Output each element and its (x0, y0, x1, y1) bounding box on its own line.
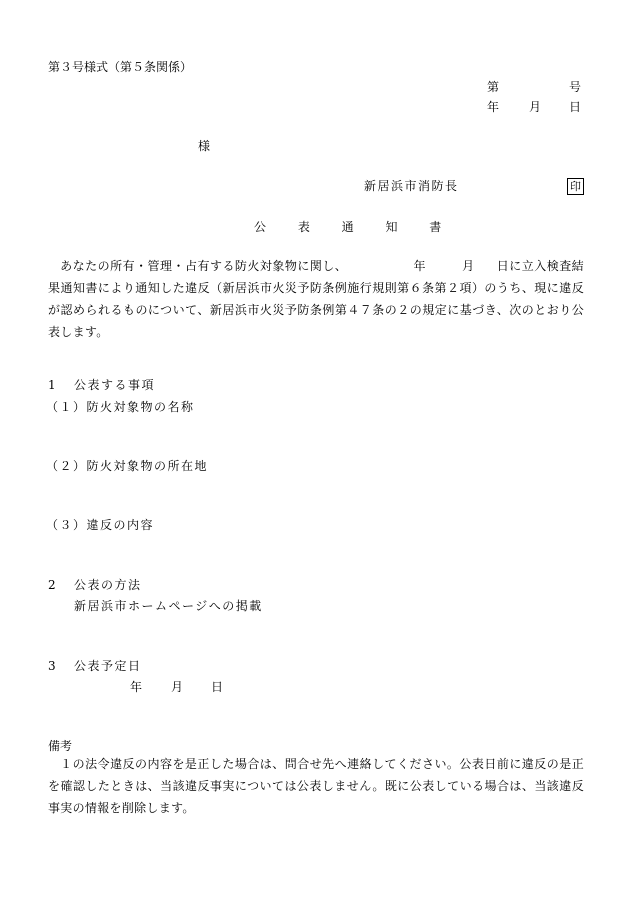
form-number: 第３号様式（第５条関係） (48, 60, 193, 74)
date-day-label: 日 (569, 100, 582, 114)
addressee-honorific: 様 (198, 139, 211, 153)
section-1-item-3: （３）違反の内容 (46, 518, 155, 532)
intro-text-2: 日に立入検査結果通知書により通知した違反（新居浜市火災予防条例施行規則第６条第２項）のうち、現に違反が認められるものについて、新居浜市火災予防条例第４７条の２の規定に基づき、次のとおり公表します。 (48, 259, 584, 339)
section-1-item-2: （２）防火対象物の所在地 (46, 459, 209, 473)
section-3-year-label: 年 (130, 680, 143, 694)
sender-name: 新居浜市消防長 (364, 179, 459, 193)
date-month-label: 月 (529, 100, 542, 114)
intro-year-label: 年 (413, 259, 426, 273)
section-1-title: 公表する事項 (74, 378, 156, 392)
seal-mark: 印 (567, 178, 584, 195)
remarks-title: 備考 (48, 739, 73, 753)
section-1-number: 1 (48, 378, 56, 392)
intro-paragraph (48, 255, 584, 343)
document-title: 公 表 通 知 書 (254, 220, 456, 234)
doc-number-prefix: 第 (487, 80, 500, 94)
doc-number-suffix: 号 (569, 80, 582, 94)
date-year-label: 年 (487, 100, 500, 114)
remarks-paragraph (48, 753, 584, 819)
section-2-number: 2 (48, 578, 56, 592)
intro-text-1: あなたの所有・管理・占有する防火対象物に関し、 (60, 259, 348, 273)
section-1-item-1: （１）防火対象物の名称 (46, 400, 195, 414)
section-3-day-label: 日 (211, 680, 224, 694)
intro-month-label: 月 (461, 259, 475, 273)
section-3-number: 3 (48, 659, 56, 673)
remarks-body: １の法令違反の内容を是正した場合は、問合せ先へ連絡してください。公表日前に違反の是正を確認したときは、当該違反事実については公表しません。既に公表している場合は、当該違反事実の情報を削除します。 (48, 757, 584, 815)
section-2-title: 公表の方法 (74, 578, 142, 592)
section-3-month-label: 月 (171, 680, 184, 694)
section-3-title: 公表予定日 (74, 659, 142, 673)
section-2-body: 新居浜市ホームページへの掲載 (74, 599, 263, 613)
